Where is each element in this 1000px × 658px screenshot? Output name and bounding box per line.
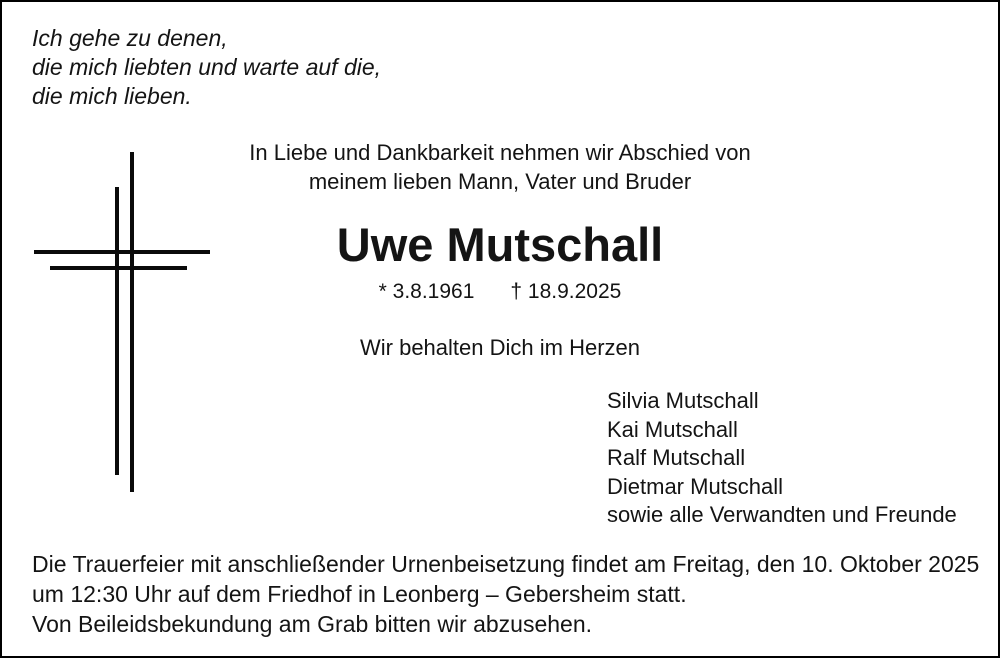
motto-text: Wir behalten Dich im Herzen: [360, 335, 640, 360]
epigraph-line: die mich lieben.: [32, 83, 192, 109]
life-dates: [2, 280, 998, 304]
mourner-name: Silvia Mutschall: [607, 388, 759, 413]
death-date: † 18.9.2025: [510, 280, 622, 303]
mourner-name: Dietmar Mutschall: [607, 473, 784, 499]
intro-line: In Liebe und Dankbarkeit nehmen wir Abschied von: [249, 140, 751, 165]
funeral-info-line: um 12:30 Uhr auf dem Friedhof in Leonberg – Gebersheim statt.: [32, 581, 687, 607]
epigraph-line: die mich liebten und warte auf die,: [32, 54, 382, 80]
mourner-name: Ralf Mutschall: [607, 445, 746, 470]
birth-date: * 3.8.1961: [378, 280, 475, 303]
epigraph-line: Ich gehe zu denen,: [32, 25, 228, 51]
cross-vertical-bar-right: [130, 152, 134, 492]
funeral-information: [32, 549, 979, 639]
mourner-name: Kai Mutschall: [607, 416, 738, 442]
funeral-info-line: Von Beileidsbekundung am Grab bitten wir abzusehen.: [32, 611, 593, 637]
intro-line: meinem lieben Mann, Vater und Bruder: [308, 169, 692, 194]
mourners-list: [607, 387, 957, 530]
mourners-closing-line: sowie alle Verwandten und Freunde: [607, 502, 957, 527]
epigraph-quote: [32, 24, 381, 111]
funeral-info-line: Die Trauerfeier mit anschließender Urnenbeisetzung findet am Freitag, den 10. Oktober 2025: [32, 551, 980, 577]
deceased-name: Uwe Mutschall: [336, 218, 664, 271]
intro-text: [2, 138, 998, 196]
